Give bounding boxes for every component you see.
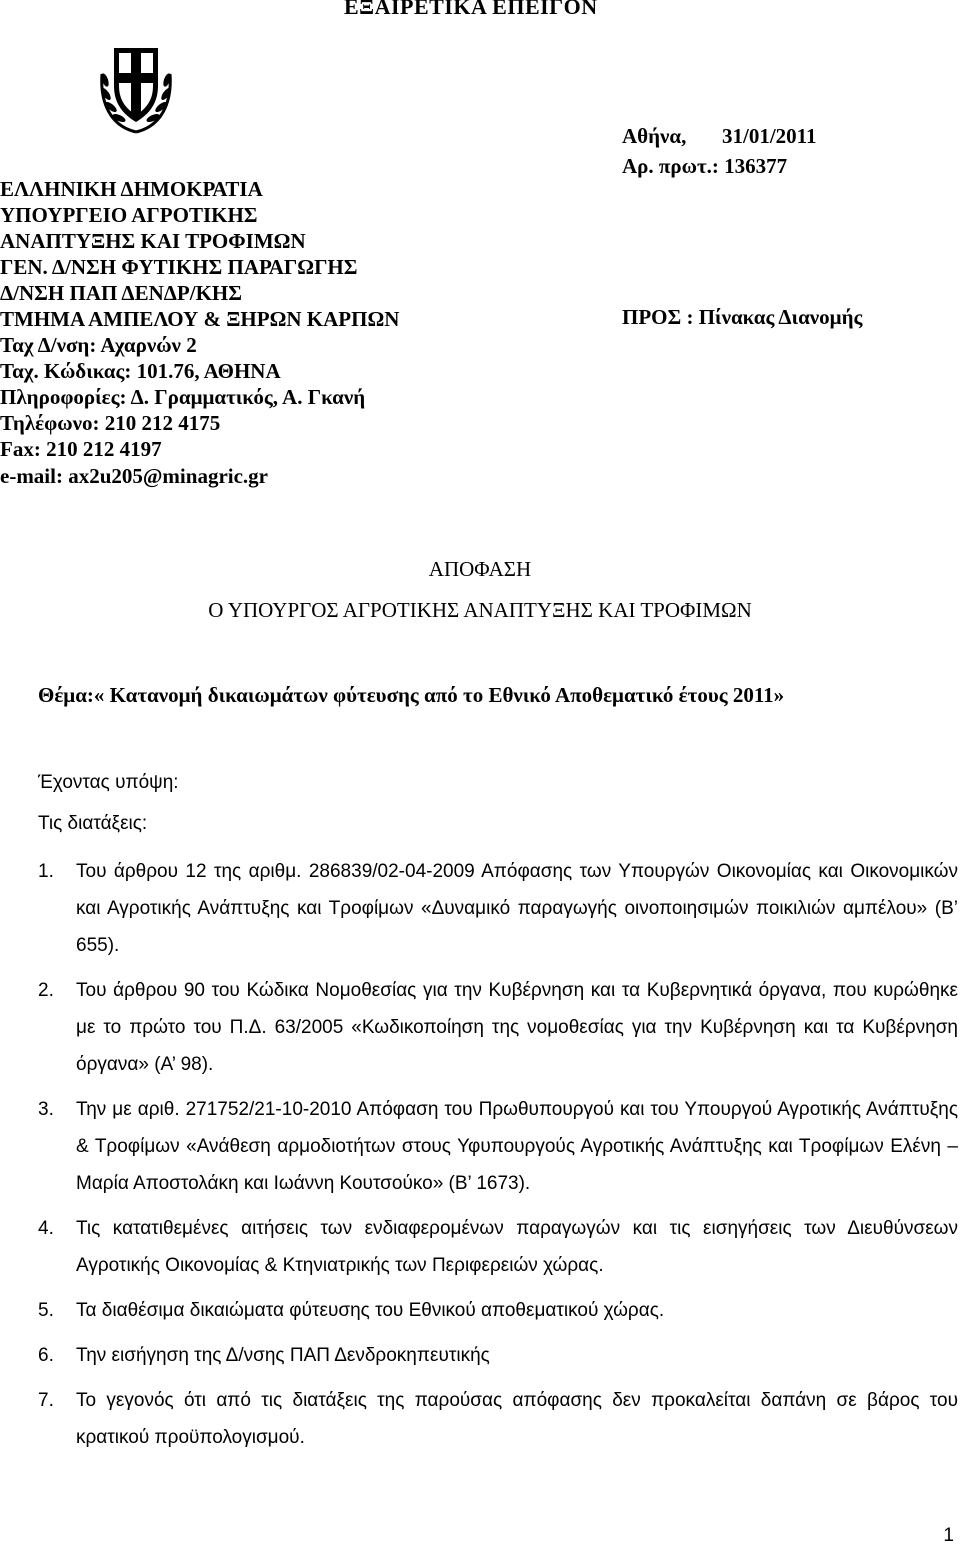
list-item-number: 5. [38,1300,54,1321]
list-item-number: 3. [38,1099,54,1120]
sender-line: Ταχ. Κώδικας: 101.76, ΑΘΗΝΑ [0,359,281,383]
list-item [38,853,958,964]
list-item-text: Τα διαθέσιμα δικαιώματα φύτευσης του Εθνικού αποθεματικού χώρας. [76,1300,665,1321]
list-item-text: Του άρθρου 90 του Κώδικα Νομοθεσίας για την Κυβέρνηση και τα Κυβερνητικά όργανα, που κυρώθηκε με το πρώτο του Π.Δ. 63/2005 «Κωδικοποίηση της νομοθεσίας για την Κυβέρνηση και τα Κυβέρνηση όργανα» (Α’ 98). [76,980,958,1075]
sender-line: Τηλέφωνο: 210 212 4175 [0,411,221,435]
decision-issuer: Ο ΥΠΟΥΡΓΟΣ ΑΓΡΟΤΙΚΗΣ ΑΝΑΠΤΥΞΗΣ ΚΑΙ ΤΡΟΦΙΜΩΝ [208,598,752,622]
urgent-label: ΕΞΑΙΡΕΤΙΚΑ ΕΠΕΙΓΟΝ [344,0,598,19]
list-item-number: 7. [38,1390,54,1411]
list-item [38,1292,958,1329]
list-item [38,1210,958,1284]
list-item-number: 6. [38,1345,54,1366]
recipient: ΠΡΟΣ : Πίνακας Διανομής [622,305,863,329]
intro-provisions: Τις διατάξεις: [38,813,148,834]
sender-line: Πληροφορίες: Δ. Γραμματικός, Α. Γκανή [0,385,366,409]
sender-line: Fax: 210 212 4197 [0,437,162,461]
greek-coat-of-arms-icon [96,40,176,136]
sender-line: ΥΠΟΥΡΓΕΙΟ ΑΓΡΟΤΙΚΗΣ [0,203,258,227]
sender-block [0,176,399,490]
document-date: 31/01/2011 [722,124,817,148]
place-label: Αθήνα, [622,124,687,148]
sender-line: ΑΝΑΠΤΥΞΗΣ ΚΑΙ ΤΡΟΦΙΜΩΝ [0,229,306,253]
list-item-text: Την με αριθ. 271752/21-10-2010 Απόφαση του Πρωθυπουργού και του Υπουργού Αγροτικής Ανάπτυξης & Τροφίμων «Ανάθεση αρμοδιοτήτων στους Υφυπουργούς Αγροτικής Ανάπτυξης και Τροφίμων Ελένη – Μαρία Αποστολάκη και Ιωάννη Κουτσούκο» (Β’ 1673). [76,1099,958,1194]
sender-line: ΕΛΛΗΝΙΚΗ ΔΗΜΟΚΡΑΤΙΑ [0,177,263,201]
list-item-text: Του άρθρου 12 της αριθμ. 286839/02-04-2009 Απόφασης των Υπουργών Οικονομίας και Οικονομικών και Αγροτικής Ανάπτυξης και Τροφίμων «Δυναμικό παραγωγής οινοποιησιμών ποικιλιών αμπέλου» (Β’ 655). [76,861,958,956]
protocol-label: Αρ. πρωτ.: [622,154,719,178]
list-item [38,1091,958,1202]
list-item-text: Το γεγονός ότι από τις διατάξεις της παρούσας απόφασης δεν προκαλείται δαπάνη σε βάρος του κρατικού προϋπολογισμού. [76,1390,958,1448]
list-item-number: 1. [38,861,54,882]
date-row [622,121,817,151]
intro-considering: Έχοντας υπόψη: [38,772,179,793]
protocol-number: 136377 [724,154,788,178]
list-item-text: Την εισήγηση της Δ/νσης ΠΑΠ Δενδροκηπευτικής [76,1345,490,1366]
list-item-number: 2. [38,980,54,1001]
list-item-number: 4. [38,1218,54,1239]
list-item-text: Τις κατατιθεμένες αιτήσεις των ενδιαφερομένων παραγωγών και τις εισηγήσεις των Διευθύνσεων Αγροτικής Οικονομίας & Κτηνιατρικής των Περιφερειών χώρας. [76,1218,958,1276]
protocol-row [622,151,817,181]
sender-line: Δ/ΝΣΗ ΠΑΠ ΔΕΝΔΡ/ΚΗΣ [0,281,242,305]
document-meta [622,121,817,181]
list-item [38,1337,958,1374]
sender-email: e-mail: ax2u205@minagric.gr [0,464,268,488]
sender-line: ΤΜΗΜΑ ΑΜΠΕΛΟΥ & ΞΗΡΩΝ ΚΑΡΠΩΝ [0,307,400,331]
sender-line: ΓΕΝ. Δ/ΝΣΗ ΦΥΤΙΚΗΣ ΠΑΡΑΓΩΓΗΣ [0,255,358,279]
subject-line: Θέμα:« Κατανομή δικαιωμάτων φύτευσης από το Εθνικό Αποθεματικό έτους 2011» [38,683,785,707]
page-number: 1 [943,1525,954,1546]
list-item [38,972,958,1083]
decision-title: ΑΠΟΦΑΣΗ [428,557,532,581]
provisions-list [38,853,958,1456]
sender-line: Ταχ Δ/νση: Αχαρνών 2 [0,333,197,357]
list-item [38,1382,958,1456]
